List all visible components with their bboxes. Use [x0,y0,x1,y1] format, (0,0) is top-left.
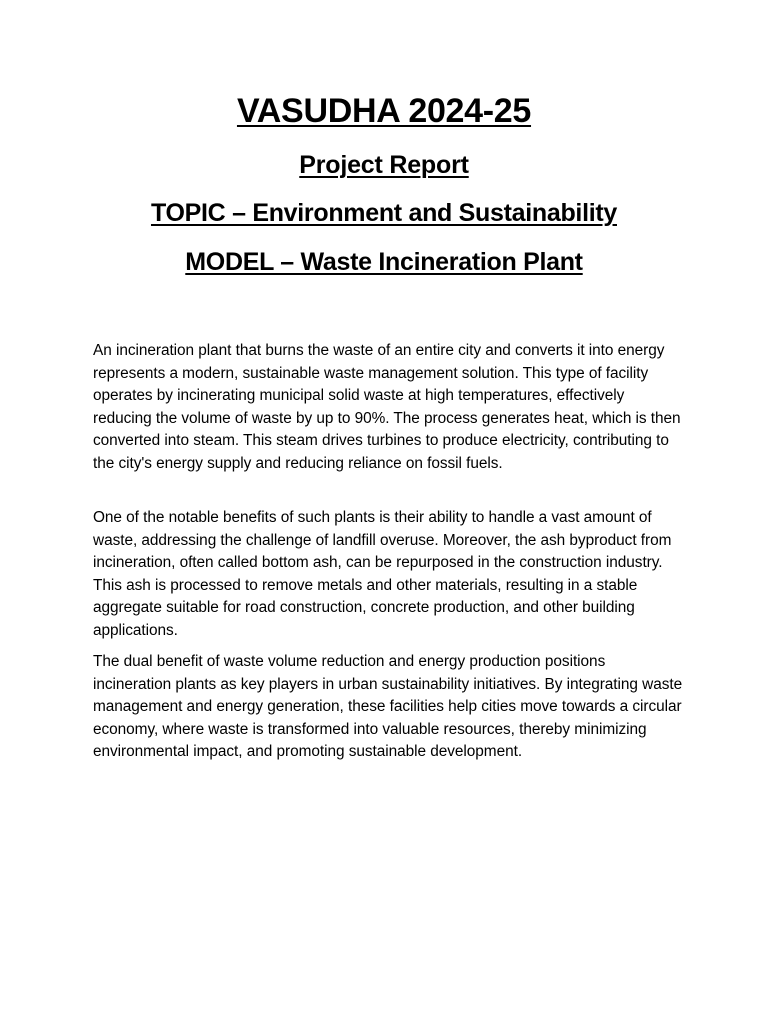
paragraph-2: One of the notable benefits of such plants is their ability to handle a vast amount of waste, addressing the challenge of landfill overuse. Moreover, the ash byproduct from incineration, often called bottom ash, can be repurposed in the construction industry. This ash is processed to remove metals and other materials, resulting in a stable aggregate suitable for road construction, concrete production, and other building applications. [93,509,672,639]
model-heading: MODEL – Waste Incineration Plant [185,248,583,276]
document-title: VASUDHA 2024-25 [236,92,532,130]
topic-heading: TOPIC – Environment and Sustainability [150,199,617,227]
paragraph-3: The dual benefit of waste volume reduction and energy production positions incineration plants as key players in urban sustainability initiatives. By integrating waste management and energy generation, these facilities help cities move towards a circular economy, where waste is transformed into valuable resources, thereby minimizing environmental impact, and promoting sustainable development. [93,653,683,760]
document-subtitle: Project Report [299,151,469,179]
paragraph-1: An incineration plant that burns the waste of an entire city and converts it into energy represents a modern, sustainable waste management solution. This type of facility operates by incinerating municipal solid waste at high temperatures, effectively reducing the volume of waste by up to 90%. The process generates heat, which is then converted into steam. This steam drives turbines to produce electricity, contributing to the city's energy supply and reducing reliance on fossil fuels. [93,342,681,472]
